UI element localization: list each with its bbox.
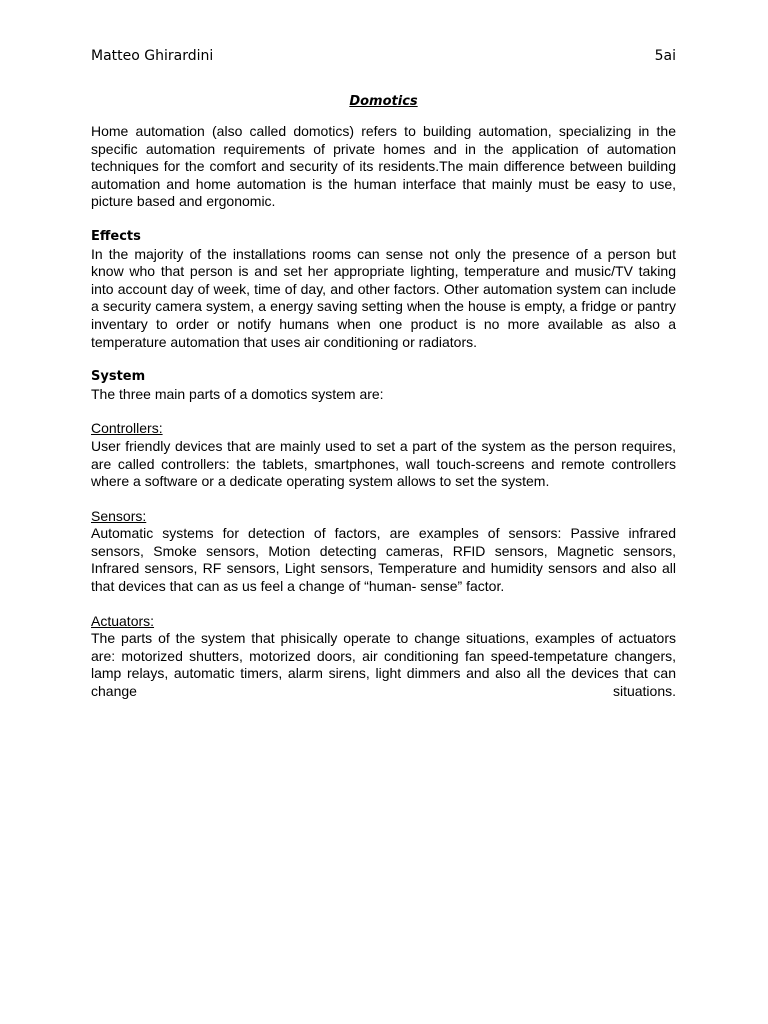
actuators-heading: Actuators: [91, 612, 155, 629]
document-page [91, 47, 676, 701]
author-name: Matteo Ghirardini [91, 48, 214, 64]
effects-paragraph: In the majority of the installations rooms can sense not only the presence of a person but know who that person is and set her appropriate lighting, temperature and music/TV taking into account day of week, time of day, and other factors. Other automation system can include a security camera system, a energy saving setting when the house is empty, a fridge or pantry inventary to order or notify humans when one product is no more available as also a temperature automation that uses air conditioning or radiators. [91, 245, 676, 350]
page-header [91, 47, 676, 65]
actuators-paragraph: The parts of the system that phisically operate to change situations, examples of actuators are: motorized shutters, motorized doors, air conditioning fan speed-tempetature changers, lamp relays, automatic timers, alarm sirens, light dimmers and also all the devices that can change situations. [91, 630, 676, 700]
document-title: Domotics [349, 94, 418, 109]
controllers-heading: Controllers: [91, 420, 163, 437]
class-label: 5ai [654, 48, 676, 64]
system-paragraph: The three main parts of a domotics system are: [91, 385, 384, 402]
sensors-heading: Sensors: [91, 507, 147, 524]
sensors-paragraph: Automatic systems for detection of factors, are examples of sensors: Passive infrared sensors, Smoke sensors, Motion detecting cameras, RFID sensors, Magnetic sensors, Infrared sensors, RF sensors, Light sensors, Temperature and humidity sensors and also all that devices that can as us feel a change of “human- sense” factor. [91, 525, 676, 595]
effects-heading: Effects [91, 228, 141, 244]
controllers-paragraph: User friendly devices that are mainly used to set a part of the system as the person requires, are called controllers: the tablets, smartphones, wall touch-screens and remote controllers where a software or a dedicate operating system allows to set the system. [91, 437, 676, 490]
system-heading: System [91, 369, 146, 385]
intro-paragraph: Home automation (also called domotics) refers to building automation, specializing in the specific automation requirements of private homes and in the application of automation techniques for the comfort and security of its residents.The main difference between building automation and home automation is the human interface that mainly must be easy to use, picture based and ergonomic. [91, 123, 676, 210]
